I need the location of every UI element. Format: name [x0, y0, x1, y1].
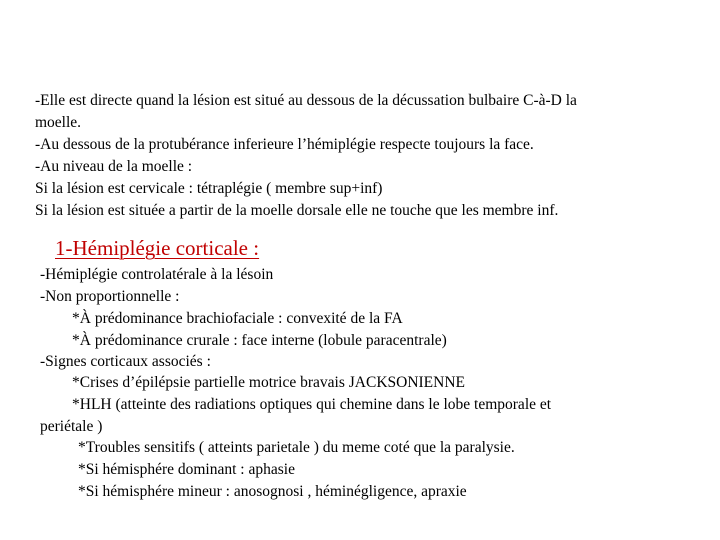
- section-line-10: *Si hémisphére dominant : aphasie: [78, 461, 295, 478]
- intro-line-4: -Au niveau de la moelle :: [35, 158, 193, 175]
- intro-line-3: -Au dessous de la protubérance inferieure l’hémiplégie respecte toujours la face.: [35, 136, 534, 153]
- section-line-1: -Hémiplégie controlatérale à la lésoin: [40, 266, 274, 283]
- section-line-4: *À prédominance crurale : face interne (lobule paracentrale): [72, 332, 447, 349]
- section-line-11: *Si hémisphére mineur : anosognosi , héminégligence, apraxie: [78, 483, 467, 500]
- section-line-8: periétale ): [40, 418, 103, 435]
- section-line-2: -Non proportionnelle :: [40, 288, 180, 305]
- section-line-7: *HLH (atteinte des radiations optiques qui chemine dans le lobe temporale et: [72, 396, 552, 413]
- intro-line-6: Si la lésion est située a partir de la moelle dorsale elle ne touche que les membre inf.: [35, 202, 559, 219]
- intro-line-5: Si la lésion est cervicale : tétraplégie ( membre sup+inf): [35, 180, 383, 197]
- section-line-9: *Troubles sensitifs ( atteints parietale ) du meme coté que la paralysie.: [78, 439, 515, 456]
- section-line-6: *Crises d’épilépsie partielle motrice bravais JACKSONIENNE: [72, 374, 466, 391]
- intro-line-1: -Elle est directe quand la lésion est situé au dessous de la décussation bulbaire C-à-D la: [35, 92, 577, 109]
- intro-line-2: moelle.: [35, 114, 82, 131]
- section-line-3: *À prédominance brachiofaciale : convexité de la FA: [72, 310, 403, 327]
- section-title: 1-Hémiplégie corticale :: [55, 236, 260, 260]
- section-line-5: -Signes corticaux associés :: [40, 353, 211, 370]
